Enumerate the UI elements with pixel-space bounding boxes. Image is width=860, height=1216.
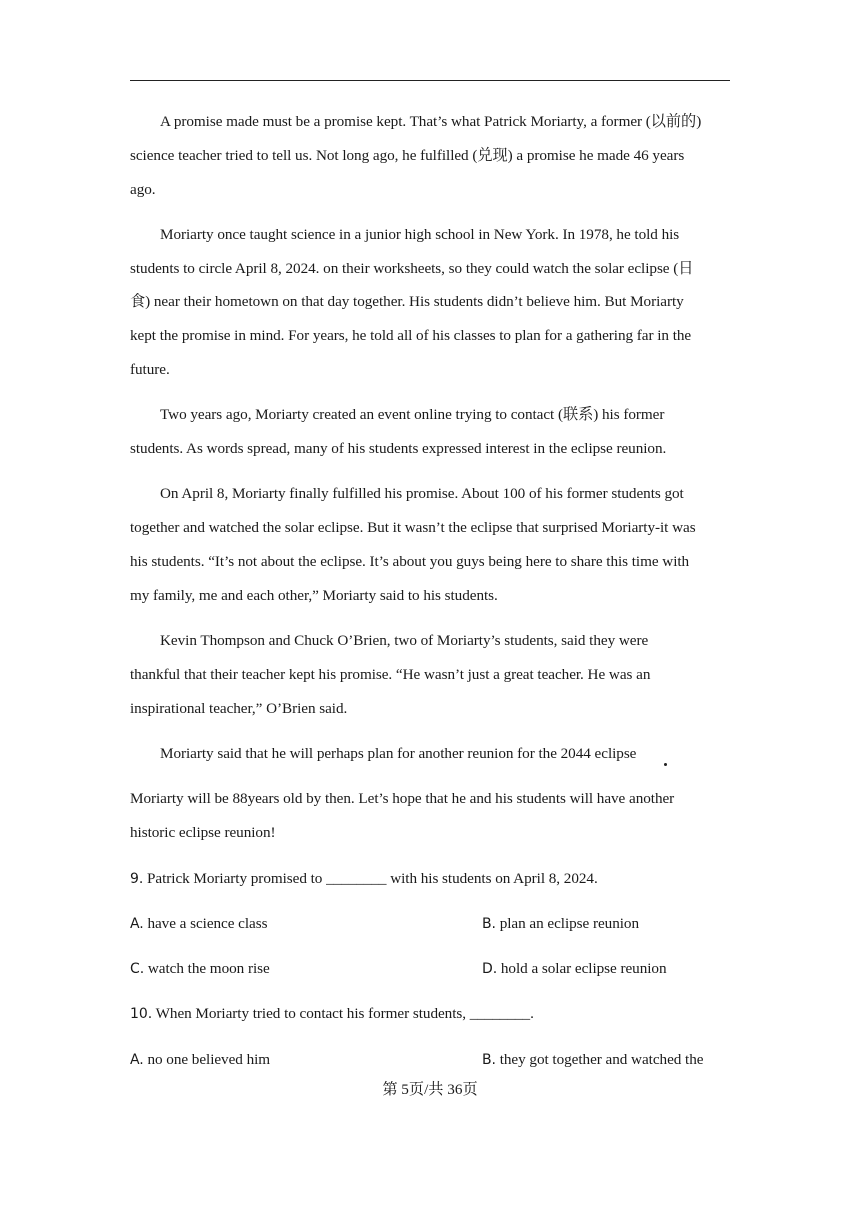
header-rule (130, 80, 730, 81)
option-9a[interactable] (130, 914, 267, 934)
option-text: hold a solar eclipse reunion (500, 960, 667, 977)
passage-line: thankful that their teacher kept his promise. “He wasn’t just a great teacher. He was an (130, 666, 651, 683)
option-9d[interactable] (482, 959, 667, 979)
question-9-stem (130, 869, 598, 889)
question-text: When Moriarty tried to contact his former students, ________. (155, 1005, 534, 1022)
option-10b[interactable] (482, 1050, 703, 1070)
option-text: plan an eclipse reunion (499, 915, 640, 932)
option-label: A. (130, 916, 144, 932)
passage-line: Moriarty will be 88years old by then. Let’s hope that he and his students will have another (130, 790, 675, 807)
passage-line: his students. “It’s not about the eclipse. It’s about you guys being here to share this time with (130, 553, 690, 570)
passage-line: future. (130, 361, 170, 378)
page-number: 第 5页/共 36页 (382, 1081, 478, 1098)
option-text: watch the moon rise (147, 960, 270, 977)
option-10a[interactable] (130, 1050, 270, 1070)
passage-line: together and watched the solar eclipse. But it wasn’t the eclipse that surprised Moriarty-it was (130, 519, 696, 536)
question-number: 10. (130, 1006, 153, 1022)
passage-line: historic eclipse reunion! (130, 824, 276, 841)
passage-line: my family, me and each other,” Moriarty said to his students. (130, 587, 498, 604)
question-text: Patrick Moriarty promised to ________ with his students on April 8, 2024. (147, 870, 598, 887)
passage-line: A promise made must be a promise kept. That’s what Patrick Moriarty, a former (以前的) (160, 113, 702, 130)
passage-line: Moriarty said that he will perhaps plan for another reunion for the 2044 eclipse (160, 745, 637, 762)
passage-line: science teacher tried to tell us. Not long ago, he fulfilled (兑现) a promise he made 46 years (130, 147, 685, 164)
passage-line: On April 8, Moriarty finally fulfilled his promise. About 100 of his former students got (160, 485, 684, 502)
option-text: no one believed him (147, 1051, 271, 1068)
option-text: they got together and watched the (499, 1051, 704, 1068)
option-label: B. (482, 916, 496, 932)
option-label: B. (482, 1052, 496, 1068)
option-9b[interactable] (482, 914, 639, 934)
option-text: have a science class (147, 915, 268, 932)
period-dot (664, 763, 667, 766)
option-label: D. (482, 961, 498, 977)
option-label: C. (130, 961, 145, 977)
passage-line: students to circle April 8, 2024. on their worksheets, so they could watch the solar eclipse (日 (130, 260, 694, 277)
question-number: 9. (130, 871, 144, 887)
passage-line: ago. (130, 181, 156, 198)
passage-line: inspirational teacher,” O’Brien said. (130, 700, 348, 717)
passage-line: Moriarty once taught science in a junior high school in New York. In 1978, he told his (160, 226, 680, 243)
passage-line: students. As words spread, many of his students expressed interest in the eclipse reunion. (130, 440, 667, 457)
passage-line: Two years ago, Moriarty created an event online trying to contact (联系) his former (160, 406, 665, 423)
question-10-stem (130, 1004, 534, 1024)
option-9c[interactable] (130, 959, 270, 979)
option-label: A. (130, 1052, 144, 1068)
passage-line: kept the promise in mind. For years, he told all of his classes to plan for a gathering far in the (130, 327, 692, 344)
passage-line: 食) near their hometown on that day together. His students didn’t believe him. But Moriarty (130, 293, 684, 310)
passage-line: Kevin Thompson and Chuck O’Brien, two of Moriarty’s students, said they were (160, 632, 649, 649)
